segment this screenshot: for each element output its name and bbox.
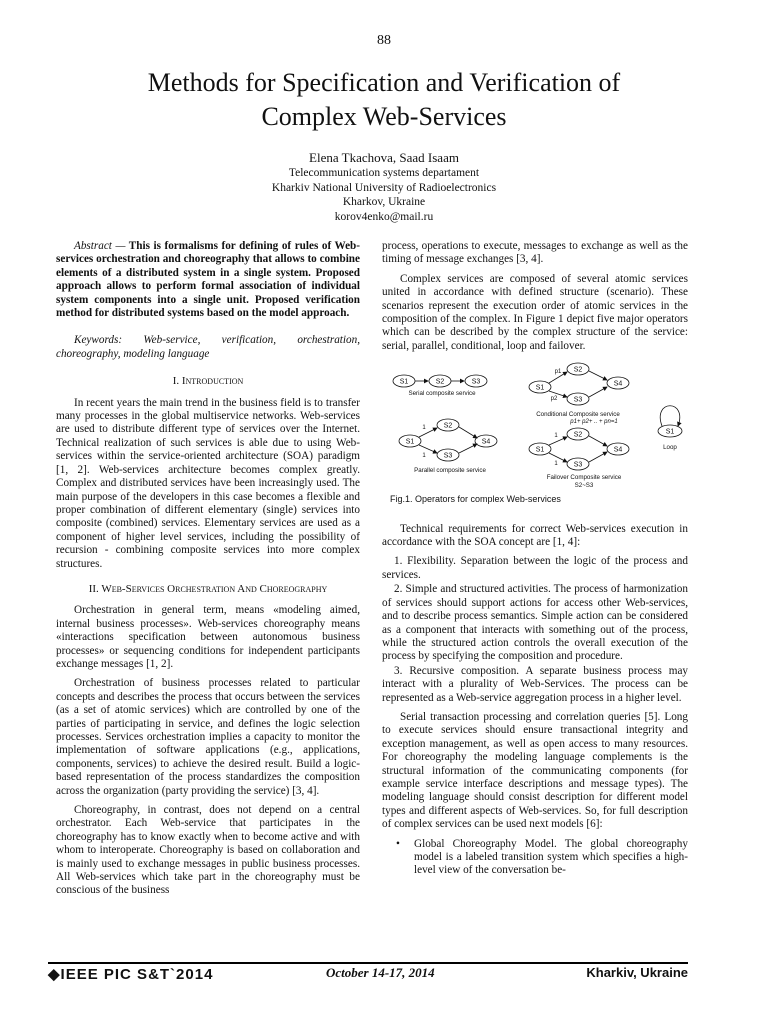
svg-text:S1: S1 <box>405 438 415 446</box>
svg-text:S2: S2 <box>443 422 453 430</box>
svg-text:1: 1 <box>422 453 426 460</box>
bullet-global-choreography: • Global Choreography Model. The global choreography model is a labeled transition system which specifies a high-level view of the conversation be- <box>382 838 688 878</box>
requirement-activities: 2. Simple and structured activities. The process of harmonization of services should support actions for access other Web-services, and to describe process semantics. Simple action can be considered as a component that interacts with something out of the process, while the structured action controls the overall execution of the process by specifying the composition and procedure. <box>382 583 688 663</box>
orchestration-paragraph-3: Choreography, in contrast, does not depend on a central orchestrator. Each Web-service that participates in the choreography has to know exactly when to become active and with whom to interoperate. Choreography is based on collaboration and is mainly used to exchange messages in public business processes. All Web-services which take part in the choreography must be conscious of the business <box>56 804 360 897</box>
title-line-2: Complex Web-Services <box>261 102 507 131</box>
failover-subcaption: S2~S3 <box>574 482 594 490</box>
svg-text:p1: p1 <box>554 369 562 376</box>
left-column <box>56 240 360 904</box>
orchestration-paragraph-2: Orchestration of business processes related to particular concepts and describes the process that occurs between the services (as a set of atomic services) which are controlled by one of the parties of participating in service, and defines the logic selection processes. Services orchestration implies a capacity to monitor the implementation of software applications (e.g., applications, components, services) to achieve the desired result. Build a logic-based representation of the process standardizes the composition across the organization (party providing the service) [3, 4]. <box>56 677 360 797</box>
conditional-caption: Conditional Composite service <box>536 411 620 419</box>
requirement-recursive: 3. Recursive composition. A separate business process may interact with a plurality of Web-Services. The process can be represented as a Web-service aggregation process in a higher level. <box>382 664 688 704</box>
serial-s1-label: S1 <box>399 378 409 386</box>
orchestration-paragraph-1: Orchestration in general term, means «modeling aimed, internal business processes». Web-services choreography means «interactions specification between autonomous business processes» or sequencing conditions for independent participants exchange messages [1, 2]. <box>56 604 360 670</box>
footer-conference-logo: ◆IEEE PIC S&T`2014 <box>48 966 214 983</box>
serial-transaction-paragraph: Serial transaction processing and correlation queries [5]. Long to execute services should ensure transactional integrity and exception management, as well as open access to many resources. For choreography the modeling language complements is the structural information of the communicating components (for example service interface descriptions and message types). The modeling language should consist description for different model types and different aspects of Web-services. So, for full description of complex services can be used next models [6]: <box>382 710 688 831</box>
abstract <box>56 240 360 320</box>
svg-text:S1: S1 <box>665 428 675 436</box>
svg-text:S4: S4 <box>481 438 491 446</box>
operators-diagram <box>382 359 688 491</box>
figure-operators <box>382 359 688 491</box>
paper-title <box>40 66 728 134</box>
section-heading-orchestration: II. Web-Services Orchestration And Choreography <box>88 582 328 595</box>
serial-s3-label: S3 <box>471 378 481 386</box>
serial-caption: Serial composite service <box>408 390 476 398</box>
complex-services-paragraph: Complex services are composed of several atomic services united in accordance with defined structure (scenario). These scenarios represent the execution order of atomic services in the composition of the complex. In Figure 1 depict five major operators which can be described by the complex structure of the service: serial, parallel, conditional, loop and failover. <box>382 272 688 352</box>
intro-paragraph: In recent years the main trend in the business field is to transfer many processes in the global multiservice networks. Web-services are used to distribute different type of services over the Internet. Technical realization of such services is able due to using Web-services within the service-oriented architecture (SOA) paradigm [1, 2]. Web-services architecture becomes complex greatly. Complex and distributed services have been increasingly used. The main purpose of the developers in this case becomes a flexible and proper combination of different elementary (single) services into composite (combined) services. Elementary services are used as a component of higher level services, including the possibility of recursion - combining composite services into more complex structures. <box>56 396 360 570</box>
footer-rule <box>48 962 688 964</box>
requirement-flexibility: 1. Flexibility. Separation between the logic of the process and services. <box>382 555 688 581</box>
page-number: 88 <box>377 33 391 48</box>
title-line-1: Methods for Specification and Verification of <box>147 68 621 97</box>
section-heading-introduction: I. Introduction <box>172 375 244 388</box>
loop-caption: Loop <box>663 444 677 452</box>
svg-text:S3: S3 <box>443 452 453 460</box>
authors: Elena Tkachova, Saad Isaam <box>309 150 459 165</box>
affiliation-email[interactable]: korov4enko@mail.ru <box>334 210 434 223</box>
svg-text:p2: p2 <box>550 396 558 403</box>
failover-caption: Failover Composite service <box>546 474 622 482</box>
affiliation-department: Telecommunication systems departament <box>288 167 480 179</box>
probability-sum: p1+ p2+ .. + pn=1 <box>570 419 618 426</box>
keywords: Keywords: Web-service, verification, orchestration, choreography, modeling language <box>56 334 360 360</box>
svg-text:S4: S4 <box>613 446 623 454</box>
right-paragraph-continued: process, operations to execute, messages to exchange as well as the timing of message exchanges [3, 4]. <box>382 240 688 266</box>
svg-text:S4: S4 <box>613 380 623 388</box>
serial-s2-label: S2 <box>435 378 445 386</box>
svg-text:S3: S3 <box>573 461 583 469</box>
affiliation-city: Kharkov, Ukraine <box>342 196 426 208</box>
svg-text:S1: S1 <box>535 384 545 392</box>
svg-text:1: 1 <box>554 433 558 440</box>
abstract-label: Abstract — <box>74 240 126 252</box>
right-column <box>382 240 688 884</box>
footer-date: October 14-17, 2014 <box>326 965 435 980</box>
abstract-text: This is formalisms for defining of rules of Web-services orchestration and choreography that allows to combine elements of a distributed system in a single system. Proposed approach allows to perform formal association of individual system components into a single unit. Proposed verification method for distributed systems based on the model approach. <box>56 240 361 320</box>
figure-caption: Fig.1. Operators for complex Web-services <box>390 494 561 505</box>
footer-location: Kharkiv, Ukraine <box>586 965 688 980</box>
affiliation <box>0 166 768 224</box>
svg-text:1: 1 <box>422 425 426 432</box>
svg-text:S1: S1 <box>535 446 545 454</box>
parallel-caption: Parallel composite service <box>414 467 486 475</box>
affiliation-university: Kharkiv National University of Radioelectronics <box>271 181 497 194</box>
svg-text:S3: S3 <box>573 396 583 404</box>
requirements-intro: Technical requirements for correct Web-services execution in accordance with the SOA concept are [1, 4]: <box>382 522 688 549</box>
svg-text:S2: S2 <box>573 366 583 374</box>
svg-text:1: 1 <box>554 461 558 468</box>
svg-text:S2: S2 <box>573 431 583 439</box>
